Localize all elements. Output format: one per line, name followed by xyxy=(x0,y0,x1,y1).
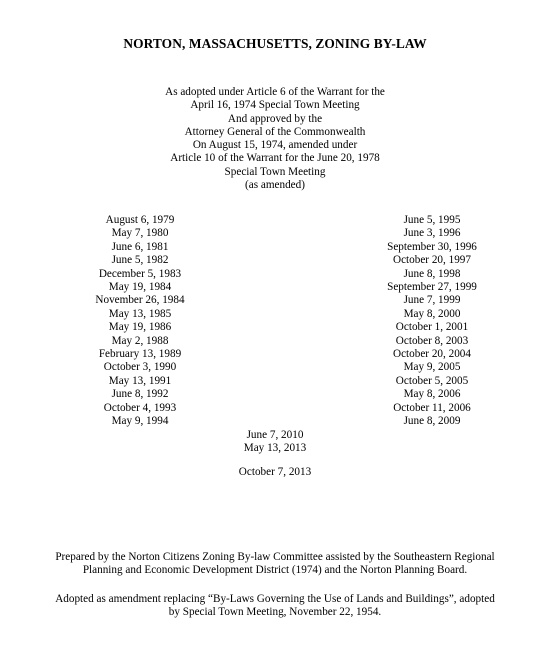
amendment-date: May 19, 1984 xyxy=(108,281,172,294)
prepared-line: Prepared by the Norton Citizens Zoning By-law Committee assisted by the Southeastern Regional xyxy=(55,551,495,563)
adoption-line: As adopted under Article 6 of the Warrant for the xyxy=(165,86,385,98)
amendment-date: May 9, 2005 xyxy=(403,361,461,374)
adoption-line: And approved by the xyxy=(227,112,323,125)
amendment-date: May 9, 1994 xyxy=(111,415,169,428)
amendment-date: May 2, 1988 xyxy=(111,334,169,347)
adoption-line: (as amended) xyxy=(245,179,305,192)
adopted-replacing-statement xyxy=(0,593,550,620)
prepared-by-statement xyxy=(0,551,550,578)
document-title: NORTON, MASSACHUSETTS, ZONING BY-LAW xyxy=(123,36,427,51)
amendment-date-final xyxy=(0,466,550,479)
amendment-date: May 8, 2006 xyxy=(403,388,461,401)
amendment-dates-center xyxy=(0,429,550,456)
adopted-line: Adopted as amendment replacing “By-Laws Governing the Use of Lands and Buildings”, adopted xyxy=(55,593,495,605)
adopted-line: by Special Town Meeting, November 22, 1954. xyxy=(168,606,382,619)
amendment-date: May 13, 2013 xyxy=(243,442,307,455)
prepared-line: Planning and Economic Development District (1974) and the Norton Planning Board. xyxy=(82,564,468,577)
adoption-line: April 16, 1974 Special Town Meeting xyxy=(190,99,360,112)
amendment-date: June 7, 2010 xyxy=(246,429,304,441)
amendment-date: December 5, 1983 xyxy=(98,267,182,280)
amendment-date: May 13, 1985 xyxy=(108,307,172,320)
amendment-date: October 20, 1997 xyxy=(393,254,471,267)
amendment-date: June 8, 2009 xyxy=(403,415,461,428)
amendment-date: October 8, 2003 xyxy=(395,334,469,347)
amendment-date: October 5, 2005 xyxy=(395,374,469,387)
amendment-date: June 5, 1995 xyxy=(403,214,461,226)
adoption-line: On August 15, 1974, amended under xyxy=(192,139,358,152)
amendment-date: October 11, 2006 xyxy=(393,401,471,414)
amendment-date: June 3, 1996 xyxy=(403,227,461,240)
amendment-date: May 19, 1986 xyxy=(108,321,172,334)
amendment-date: June 7, 1999 xyxy=(403,294,461,307)
amendment-date: June 8, 1992 xyxy=(111,388,169,401)
amendment-date: October 4, 1993 xyxy=(103,401,177,414)
amendment-date: September 30, 1996 xyxy=(387,240,477,253)
amendment-date: May 7, 1980 xyxy=(111,227,169,240)
adoption-statement xyxy=(0,86,550,192)
amendment-date: October 3, 1990 xyxy=(103,361,177,374)
adoption-line: Special Town Meeting xyxy=(224,165,326,178)
amendment-date: June 5, 1982 xyxy=(111,254,169,267)
amendment-dates-right-column xyxy=(362,214,502,429)
amendment-date: September 27, 1999 xyxy=(387,281,477,294)
adoption-line: Attorney General of the Commonwealth xyxy=(184,125,366,138)
amendment-date: October 20, 2004 xyxy=(393,348,471,361)
amendment-date: October 1, 2001 xyxy=(395,321,469,334)
amendment-date: May 8, 2000 xyxy=(403,307,461,320)
amendment-date: June 6, 1981 xyxy=(111,240,169,253)
amendment-date: October 7, 2013 xyxy=(238,466,312,478)
amendment-date: August 6, 1979 xyxy=(105,214,175,226)
amendment-date: May 13, 1991 xyxy=(108,374,172,387)
amendment-date: June 8, 1998 xyxy=(403,267,461,280)
amendment-date: February 13, 1989 xyxy=(98,348,182,361)
amendment-date: November 26, 1984 xyxy=(95,294,185,307)
adoption-line: Article 10 of the Warrant for the June 20, 1978 xyxy=(170,152,380,165)
amendment-dates-left-column xyxy=(70,214,210,429)
